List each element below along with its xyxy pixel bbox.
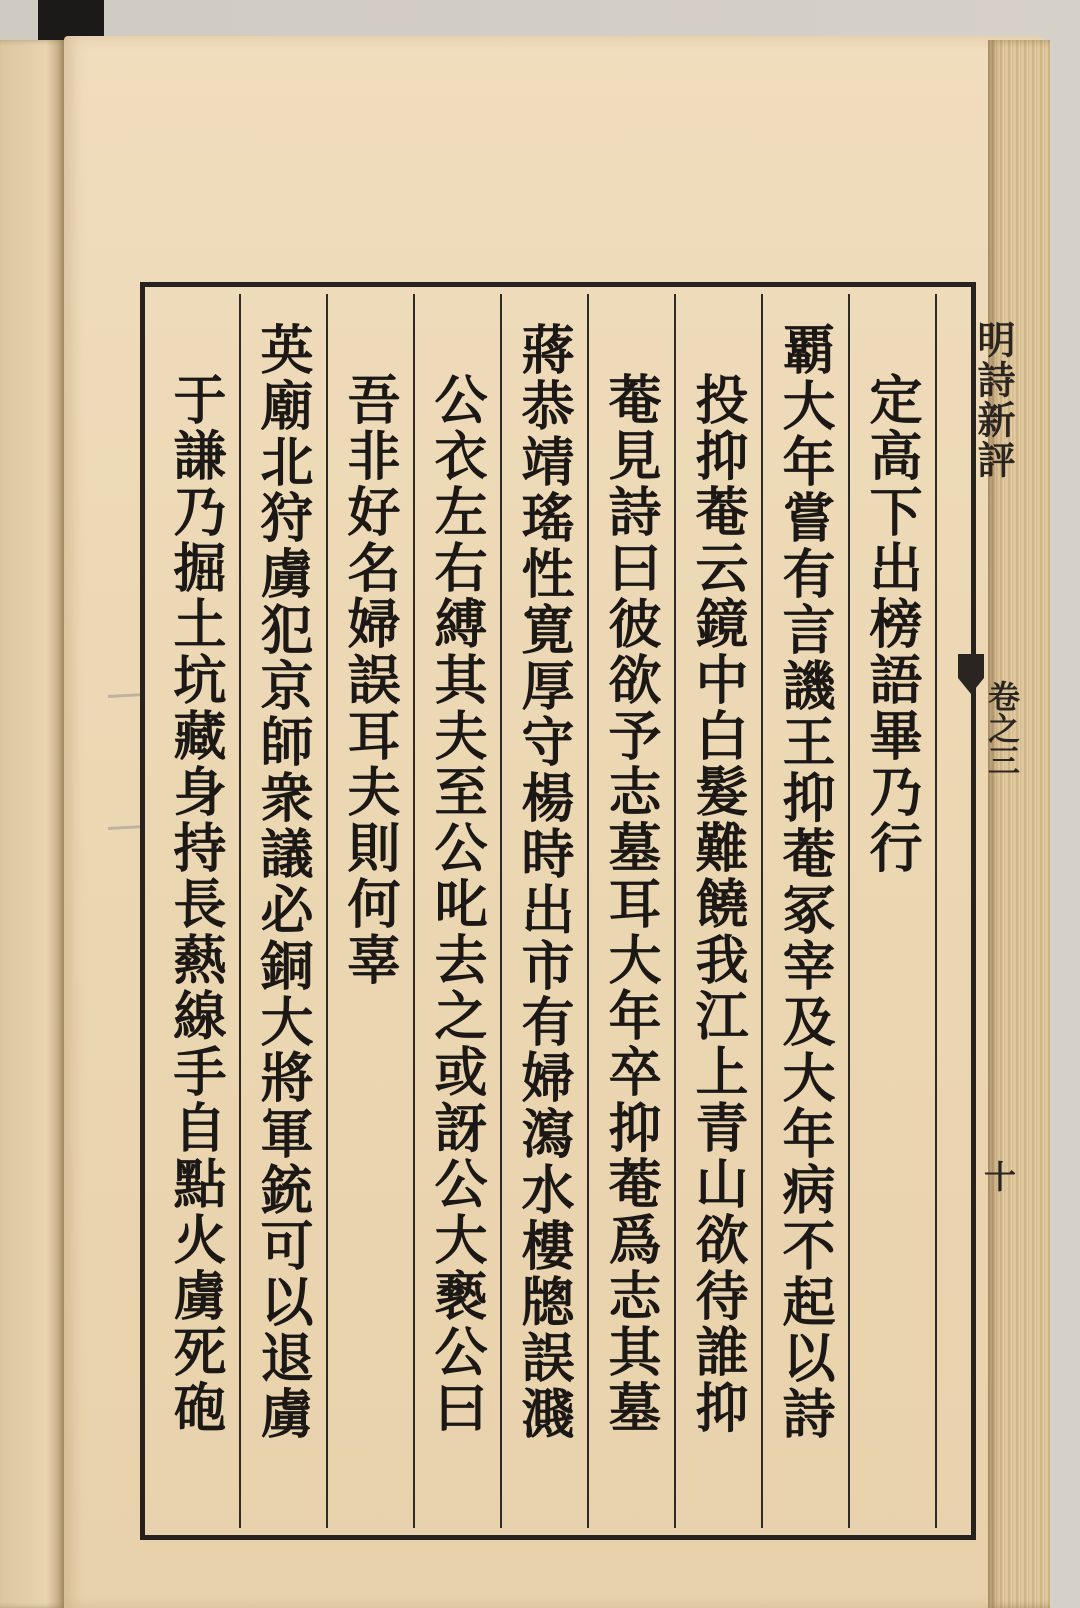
column-rule (587, 294, 589, 1528)
text-column-9: 于謙乃掘土坑藏身持長爇線手自點火虜死砲 (165, 372, 227, 1436)
text-column-2: 覇大年嘗有言譏王抑菴冢宰及大年病不起以詩 (774, 322, 836, 1442)
margin-folio-number: 十 (979, 1160, 1017, 1192)
text-column-1: 定高下出榜語畢乃行 (861, 372, 923, 876)
column-rule (239, 294, 241, 1528)
column-rule (848, 294, 850, 1528)
column-rule (500, 294, 502, 1528)
text-column-8: 英廟北狩虜犯京師衆議必銅大將軍銃可以退虜 (252, 322, 314, 1442)
text-column-5: 蔣恭靖瑤性寛厚守楊時出市有婦瀉水樓牕誤濺 (513, 322, 575, 1442)
text-column-4: 菴見詩曰彼欲予志墓耳大年卒抑菴爲志其墓 (600, 372, 662, 1436)
margin-book-title: 明詩新評 (971, 320, 1016, 480)
text-column-6: 公衣左右縛其夫至公叱去之或訝公大褻公曰 (426, 372, 488, 1436)
margin-volume: 卷之三 (983, 680, 1021, 776)
column-rule (413, 294, 415, 1528)
column-rule (326, 294, 328, 1528)
column-rule (761, 294, 763, 1528)
column-rule (935, 294, 937, 1528)
column-rule (674, 294, 676, 1528)
text-column-7: 吾非好名婦誤耳夫則何辜 (339, 372, 401, 988)
text-column-3: 投抑菴云鏡中白髮難饒我江上青山欲待誰抑 (687, 372, 749, 1436)
previous-page-strip (0, 40, 66, 1608)
